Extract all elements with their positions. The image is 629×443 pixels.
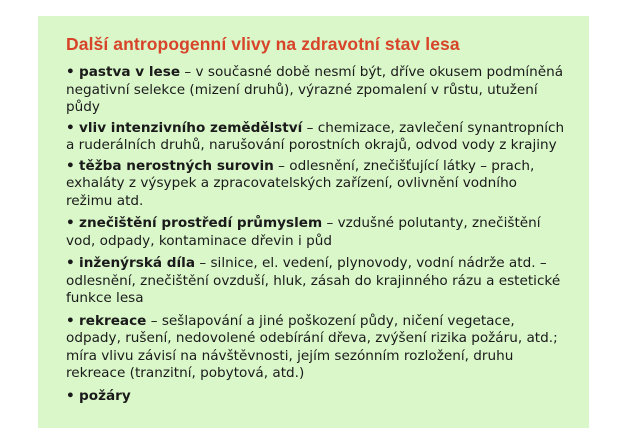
bullet: • <box>66 255 75 271</box>
list-item-rekreace <box>66 313 566 383</box>
bullet: • <box>66 215 75 231</box>
list-item-pastva <box>66 64 566 117</box>
item-term: rekreace <box>79 312 147 329</box>
bullet: • <box>66 157 75 174</box>
item-term: pastva v lese <box>79 64 181 80</box>
list-item-zemedelstvi <box>66 120 566 155</box>
item-description: – silnice, el. vedení, plynovody, vodní nádrže atd. – odlesnění, znečištění ovzduší, hluk, zásah do krajinného rázu a estetické funkce lesa <box>66 255 561 306</box>
item-term: znečištění prostředí průmyslem <box>79 215 323 231</box>
bullet: • <box>66 387 75 404</box>
item-description: – v současné době nesmí být, dříve okusem podmíněná negativní selekce (mizení druhů), výrazné zpomalení v růstu, utužení půdy <box>66 64 564 115</box>
slide-title: Další antropogenní vlivy na zdravotní stav lesa <box>66 34 460 54</box>
content-panel <box>38 16 589 428</box>
item-term: inženýrská díla <box>79 255 196 271</box>
list-item-pozary <box>66 388 566 406</box>
item-term: těžba nerostných surovin <box>79 157 274 174</box>
item-description: – sešlapování a jiné poškození půdy, ničení vegetace, odpady, rušení, nedovolené odebírání dřeva, zvýšení rizika požáru, atd.; míra vlivu závisí na návštěvnosti, jejím sezónním rozložení, druhu rekreace (tranzitní, pobytová, atd.) <box>66 312 558 381</box>
list-item-tezba <box>66 158 566 211</box>
item-description: – vzdušné polutanty, znečištění vod, odpady, kontaminace dřevin i půd <box>66 215 541 249</box>
item-term: požáry <box>79 387 131 404</box>
bullet: • <box>66 64 75 80</box>
list-item-inzenyrska-dila <box>66 255 566 308</box>
bullet: • <box>66 312 75 329</box>
item-description: – chemizace, zavlečení synantropních a ruderálních druhů, narušování porostních okrajů, odvod vody z krajiny <box>66 119 565 153</box>
influence-list <box>66 64 566 410</box>
item-term: vliv intenzivního zemědělství <box>79 119 303 136</box>
item-description: – odlesnění, znečišťující látky – prach, exhaláty z výsypek a zpracovatelských zařízení, ovlivnění vodního režimu atd. <box>66 157 535 209</box>
bullet: • <box>66 119 75 136</box>
list-item-prumysl <box>66 215 566 250</box>
